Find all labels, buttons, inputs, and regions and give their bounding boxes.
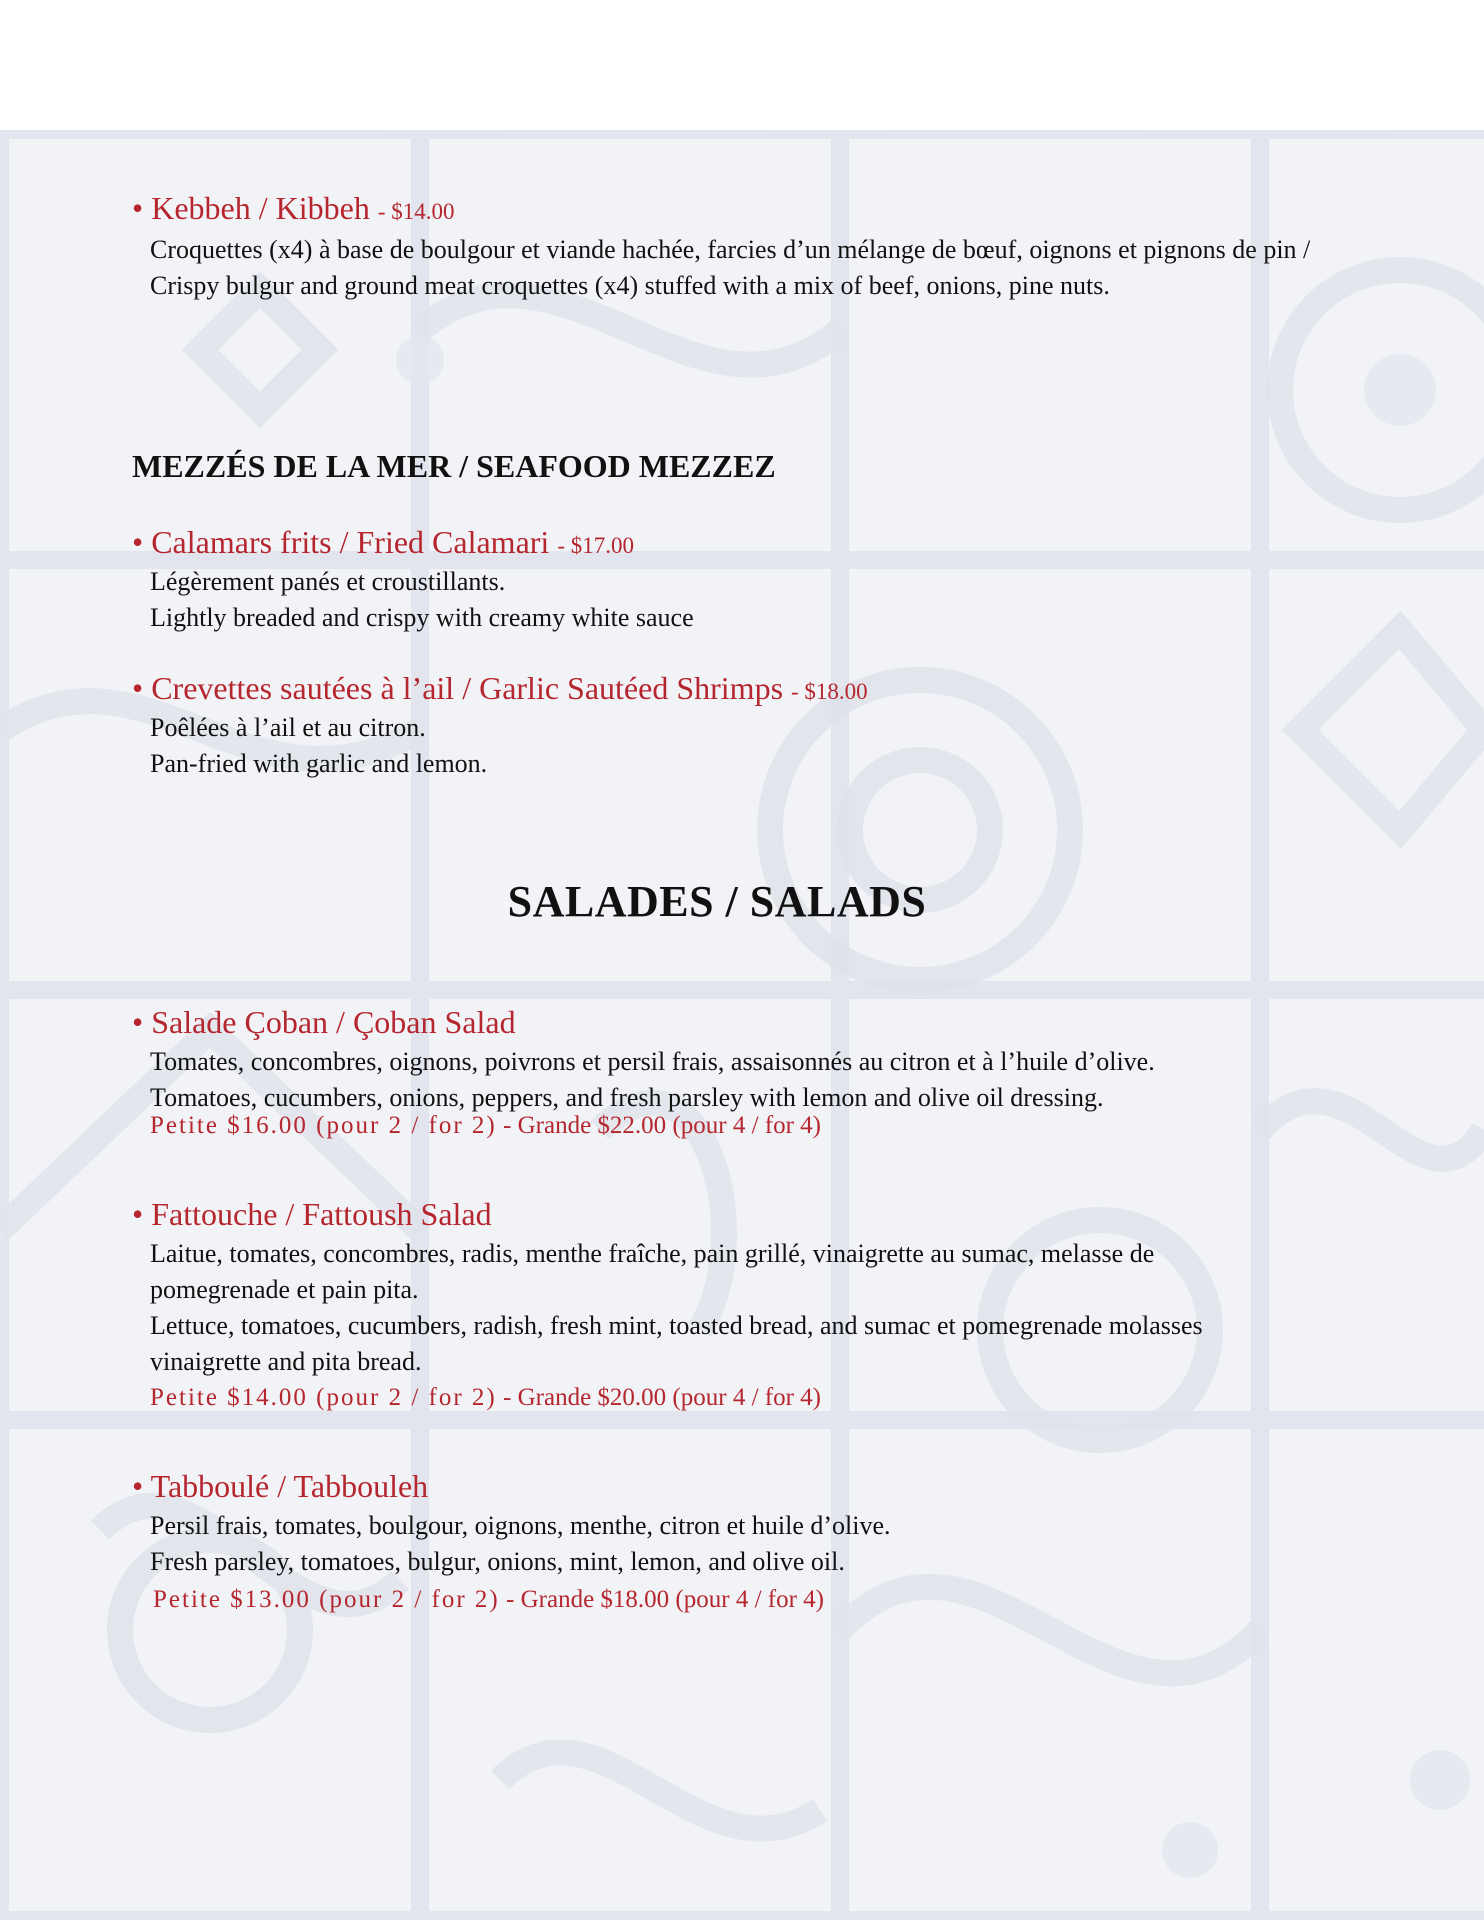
item-name: Tabboulé / Tabbouleh bbox=[150, 1468, 429, 1504]
item-price: - $14.00 bbox=[377, 199, 455, 224]
item-name: Kebbeh / Kibbeh bbox=[151, 190, 370, 226]
description-en: Lettuce, tomatoes, cucumbers, radish, fresh mint, toasted bread, and sumac et pomegrenade molasses vinaigrette and pita bread. bbox=[150, 1311, 1203, 1376]
small-size-price: Petite $14.00 (pour 2 / for 2) bbox=[150, 1384, 497, 1411]
bullet: • bbox=[132, 190, 144, 226]
menu-item-tabbouleh bbox=[132, 1468, 428, 1505]
item-price: - $17.00 bbox=[557, 533, 634, 558]
menu-item-calamari bbox=[132, 524, 634, 561]
section-heading-seafood: MEZZÉS DE LA MER / SEAFOOD MEZZEZ bbox=[132, 448, 776, 484]
size-prices bbox=[150, 1112, 821, 1140]
description-fr: Poêlées à l’ail et au citron. bbox=[150, 713, 426, 742]
item-name: Calamars frits / Fried Calamari bbox=[151, 524, 550, 560]
menu-item-fattoush-salad bbox=[132, 1196, 492, 1233]
large-size-price: - Grande $18.00 (pour 4 / for 4) bbox=[506, 1586, 824, 1613]
item-name: Crevettes sautées à l’ail / Garlic Sautéed Shrimps bbox=[151, 670, 784, 706]
item-name: Fattouche / Fattoush Salad bbox=[151, 1196, 492, 1232]
bullet: • bbox=[132, 670, 144, 706]
item-description bbox=[150, 232, 1330, 304]
description-fr: Légèrement panés et croustillants. bbox=[150, 567, 506, 596]
description-en: Fresh parsley, tomatoes, bulgur, onions, mint, lemon, and olive oil. bbox=[150, 1547, 845, 1576]
description-fr: Tomates, concombres, oignons, poivrons et persil frais, assaisonnés au citron et à l’huile d’olive. bbox=[150, 1047, 1155, 1076]
bullet: • bbox=[132, 1468, 144, 1504]
description-en: Pan-fried with garlic and lemon. bbox=[150, 749, 488, 778]
small-size-price: Petite $16.00 (pour 2 / for 2) bbox=[150, 1112, 497, 1139]
description-en: Tomatoes, cucumbers, onions, peppers, and fresh parsley with lemon and olive oil dressing. bbox=[150, 1083, 1104, 1112]
section-heading-salads: SALADES / SALADS bbox=[507, 877, 927, 926]
menu-item-shrimps bbox=[132, 670, 868, 707]
menu-item-coban-salad bbox=[132, 1004, 516, 1041]
item-description bbox=[150, 1236, 1300, 1380]
item-description bbox=[150, 1044, 1330, 1116]
item-price: - $18.00 bbox=[791, 679, 868, 704]
description-fr: Laitue, tomates, concombres, radis, menthe fraîche, pain grillé, vinaigrette au sumac, melasse de pomegrenade et pain pita. bbox=[150, 1239, 1155, 1304]
size-prices bbox=[153, 1586, 824, 1614]
item-description bbox=[150, 710, 1330, 782]
menu-item-kebbeh bbox=[132, 190, 454, 227]
large-size-price: - Grande $20.00 (pour 4 / for 4) bbox=[503, 1384, 821, 1411]
bullet: • bbox=[132, 524, 144, 560]
small-size-price: Petite $13.00 (pour 2 / for 2) bbox=[153, 1586, 500, 1613]
description-en: Lightly breaded and crispy with creamy white sauce bbox=[150, 603, 694, 632]
description-fr: Persil frais, tomates, boulgour, oignons, menthe, citron et huile d’olive. bbox=[150, 1511, 891, 1540]
item-description bbox=[150, 564, 1330, 636]
bullet: • bbox=[132, 1196, 144, 1232]
size-prices bbox=[150, 1384, 821, 1412]
description-text: Croquettes (x4) à base de boulgour et viande hachée, farcies d’un mélange de bœuf, oignons et pignons de pin / Crispy bulgur and ground meat croquettes (x4) stuffed with a mix of beef, onions, pine nuts. bbox=[150, 235, 1311, 300]
bullet: • bbox=[132, 1004, 144, 1040]
item-name: Salade Çoban / Çoban Salad bbox=[151, 1004, 516, 1040]
item-description bbox=[150, 1508, 1330, 1580]
large-size-price: - Grande $22.00 (pour 4 / for 4) bbox=[503, 1112, 821, 1139]
